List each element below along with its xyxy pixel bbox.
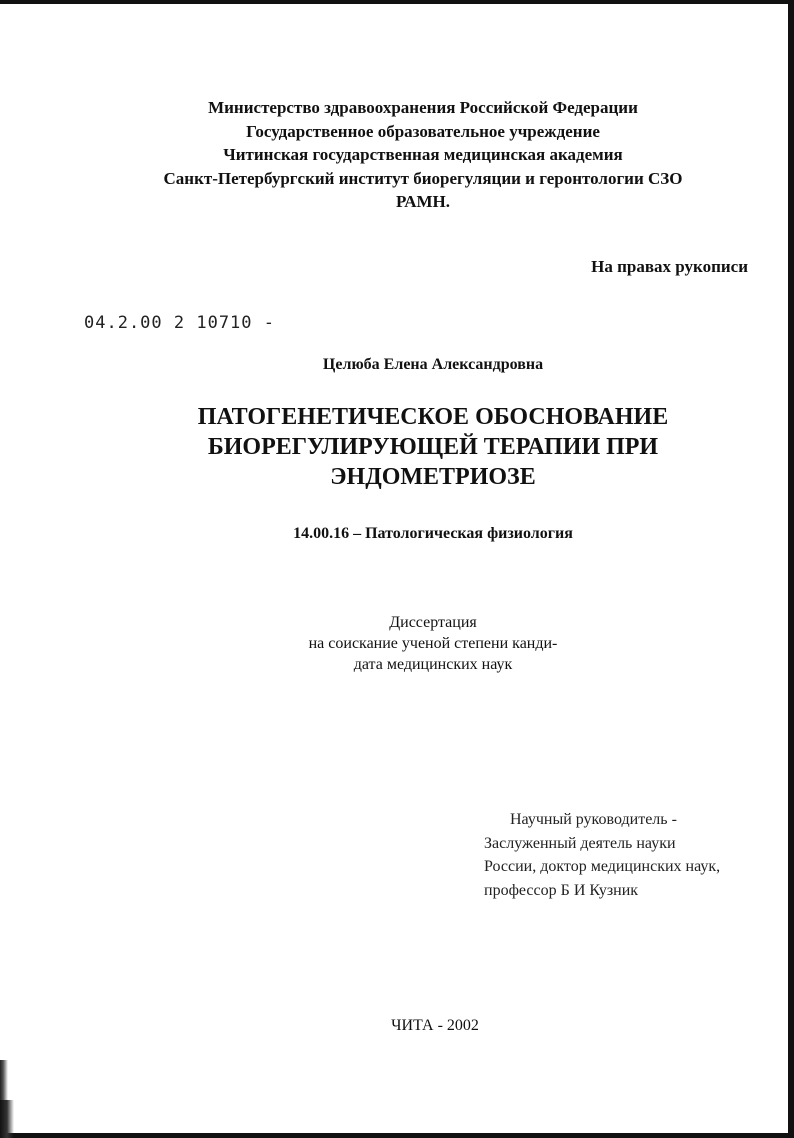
- scan-edge-top: [0, 0, 794, 4]
- institution-header: [26, 96, 794, 214]
- advisor-line: Научный руководитель -: [510, 811, 677, 828]
- thesis-title-line: БИОРЕГУЛИРУЮЩЕЙ ТЕРАПИИ ПРИ: [207, 434, 659, 460]
- institution-line: РАМН.: [395, 192, 450, 211]
- institution-line: Читинская государственная медицинская академия: [223, 145, 623, 164]
- city-year: ЧИТА - 2002: [391, 1017, 479, 1034]
- manuscript-note: На правах рукописи: [591, 257, 748, 276]
- advisor-line: России, доктор медицинских наук,: [484, 858, 721, 875]
- advisor-block: [484, 808, 720, 902]
- thesis-title-line: ЭНДОМЕТРИОЗЕ: [330, 464, 536, 490]
- degree-statement: [36, 612, 794, 675]
- scan-edge-bottom: [0, 1133, 794, 1138]
- scan-smudge: [0, 1100, 14, 1138]
- institution-line: Государственное образовательное учреждение: [246, 121, 600, 141]
- author-name: Целюба Елена Александровна: [322, 356, 544, 373]
- specialty-code: 14.00.16 – Патологическая физиология: [293, 525, 573, 542]
- thesis-title: [36, 402, 794, 492]
- advisor-line: Заслуженный деятель науки: [484, 834, 676, 852]
- institution-line: Санкт-Петербургский институт биорегуляции и геронтологии СЗО: [163, 168, 683, 188]
- degree-line: дата медицинских наук: [353, 656, 513, 673]
- registry-number: 04.2.00 2 10710 -: [84, 313, 275, 333]
- institution-line: Министерство здравоохранения Российской Федерации: [208, 98, 638, 117]
- advisor-line: профессор Б И Кузник: [484, 881, 639, 899]
- degree-line: на соискание ученой степени канди-: [308, 635, 558, 652]
- thesis-title-line: ПАТОГЕНЕТИЧЕСКОЕ ОБОСНОВАНИЕ: [197, 404, 669, 430]
- degree-line: Диссертация: [389, 614, 477, 631]
